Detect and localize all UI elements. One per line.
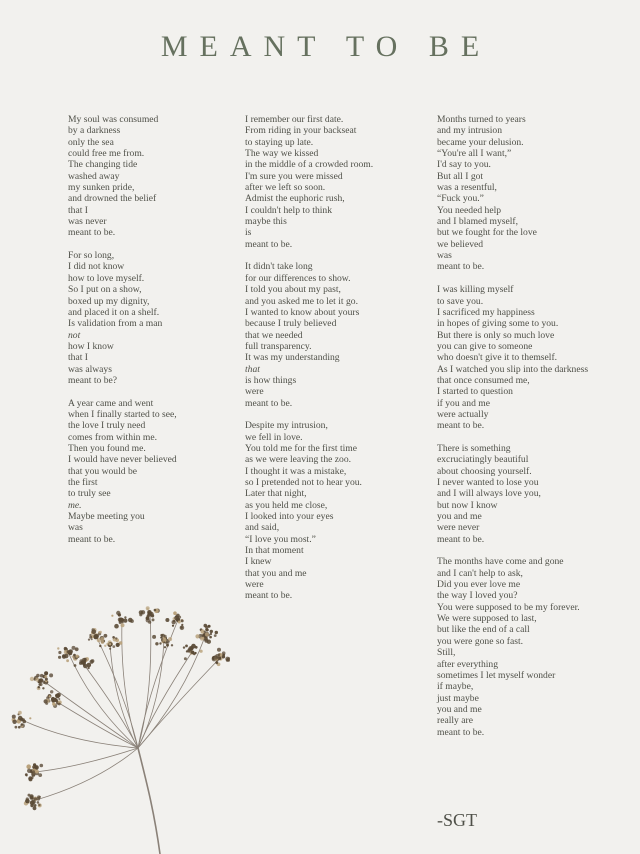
poem-line: that you and me bbox=[245, 567, 307, 579]
poem-line: meant to be. bbox=[437, 261, 485, 273]
poem-line: and I will always love you, bbox=[437, 488, 541, 500]
poem-line: It was my understanding bbox=[245, 352, 340, 364]
poem-line: so I pretended not to hear you. bbox=[245, 477, 362, 488]
poem-line: but like the end of a call bbox=[437, 624, 530, 636]
poem-line: really are bbox=[437, 715, 473, 727]
poem-line: after everything bbox=[437, 658, 498, 670]
poem-line: in the middle of a crowded room. bbox=[245, 159, 374, 171]
poem-line: I'm sure you were missed bbox=[245, 170, 343, 182]
poem-column-1 bbox=[68, 114, 228, 556]
poem-line: only the sea bbox=[68, 136, 114, 148]
poem-line: From riding in your backseat bbox=[245, 125, 357, 137]
poem-line: meant to be. bbox=[437, 420, 485, 432]
poem-line: that once consumed me, bbox=[437, 374, 530, 386]
poem-line: I told you about my past, bbox=[245, 284, 341, 296]
poem-line: and I blamed myself, bbox=[437, 216, 518, 228]
poem-line: were bbox=[245, 579, 264, 591]
poem-line: full transparency. bbox=[245, 340, 312, 352]
stanza bbox=[437, 443, 627, 545]
poem-line: The changing tide bbox=[68, 159, 138, 171]
poem-line: I would have never believed bbox=[68, 454, 177, 466]
stanza bbox=[245, 114, 425, 250]
poem-line: but we fought for the love bbox=[437, 227, 537, 239]
poem-line: how to love myself. bbox=[68, 272, 145, 284]
poem-line: As I watched you slip into the darkness bbox=[437, 363, 589, 375]
poem-line: maybe this bbox=[245, 216, 287, 228]
poem-line: Maybe meeting you bbox=[68, 511, 145, 523]
poem-line: You told me for the first time bbox=[245, 442, 358, 454]
poem-line: but now I know bbox=[437, 499, 498, 511]
poem-line: I wanted to know about yours bbox=[245, 306, 360, 318]
poem-line: that you would be bbox=[68, 465, 138, 477]
poem-line: my sunken pride, bbox=[68, 182, 135, 194]
stanza bbox=[68, 250, 228, 386]
poem-line: to save you. bbox=[437, 295, 484, 307]
poem-line: and you asked me to let it go. bbox=[245, 295, 358, 307]
poem-line: meant to be. bbox=[245, 397, 293, 409]
poem-line: that we needed bbox=[245, 329, 303, 341]
poem-line: Despite my intrusion, bbox=[245, 420, 328, 432]
poem-line: could free me from. bbox=[68, 148, 145, 160]
poem-line: In that moment bbox=[245, 545, 304, 557]
poem-line: and said, bbox=[245, 522, 280, 534]
stanza bbox=[68, 114, 228, 239]
poem-line: But there is only so much love bbox=[437, 329, 555, 341]
poem-line: meant to be. bbox=[68, 533, 116, 545]
poem-line: to staying up late. bbox=[245, 136, 314, 148]
poem-line: I was killing myself bbox=[437, 284, 514, 296]
poem-line: for our differences to show. bbox=[245, 272, 351, 284]
poem-line: you and me bbox=[437, 511, 482, 523]
poem-line: after we left so soon. bbox=[245, 182, 326, 194]
poem-line: comes from within me. bbox=[68, 431, 157, 443]
poem-line: was bbox=[68, 522, 83, 534]
poem-line: were actually bbox=[437, 408, 489, 420]
poem-line: to truly see bbox=[68, 488, 111, 500]
signature: -SGT bbox=[437, 810, 477, 830]
poem-line: Did you ever love me bbox=[437, 579, 521, 591]
poem-line: meant to be. bbox=[245, 238, 293, 250]
poem-line: you can give to someone bbox=[437, 340, 533, 352]
poem-line: “Fuck you.” bbox=[437, 193, 484, 205]
dried-flower-sprig-icon bbox=[10, 600, 230, 854]
poem-line: and I can't help to ask, bbox=[437, 567, 523, 579]
poem-line: You needed help bbox=[437, 204, 502, 216]
poem-line: meant to be. bbox=[68, 227, 116, 239]
poem-line: Admist the euphoric rush, bbox=[245, 193, 345, 205]
stanza bbox=[245, 420, 425, 602]
poem-line: as we were leaving the zoo. bbox=[245, 454, 352, 466]
stanza bbox=[437, 284, 627, 431]
poem-line: that I bbox=[68, 204, 88, 216]
poem-column-3 bbox=[437, 114, 627, 749]
poem-line: There is something bbox=[437, 442, 511, 454]
poem-line: I did not know bbox=[68, 261, 125, 273]
poem-line: not bbox=[68, 329, 81, 341]
poem-line: if maybe, bbox=[437, 681, 474, 693]
poem-line: was bbox=[437, 250, 452, 262]
poem-line: became your delusion. bbox=[437, 136, 524, 148]
stanza bbox=[437, 114, 627, 273]
poem-line: So I put on a show, bbox=[68, 284, 142, 296]
poem-line: how I know bbox=[68, 340, 114, 352]
poem-line: you were gone so fast. bbox=[437, 635, 524, 647]
poem-line: Is validation from a man bbox=[68, 318, 163, 330]
stanza bbox=[245, 261, 425, 408]
poem-line: the love I truly need bbox=[68, 420, 146, 432]
poem-line: Later that night, bbox=[245, 488, 307, 500]
poem-line: I never wanted to lose you bbox=[437, 477, 539, 488]
poem-line: I started to question bbox=[437, 386, 513, 398]
poem-line: I remember our first date. bbox=[245, 114, 344, 125]
poem-line: But all I got bbox=[437, 170, 484, 182]
poem-line: as you held me close, bbox=[245, 499, 328, 511]
poem-line: Then you found me. bbox=[68, 442, 146, 454]
poem-line: I sacrificed my happiness bbox=[437, 306, 535, 318]
poem-line: because I truly believed bbox=[245, 318, 337, 330]
poem-line: excruciatingly beautiful bbox=[437, 454, 529, 466]
stanza bbox=[437, 556, 627, 738]
poem-line: who doesn't give it to themself. bbox=[437, 352, 558, 364]
stanza bbox=[68, 398, 228, 545]
page-title: MEANT TO BE bbox=[160, 30, 492, 63]
poem-line: when I finally started to see, bbox=[68, 408, 177, 420]
poem-line: that bbox=[245, 363, 260, 375]
poem-column-2 bbox=[245, 114, 425, 613]
poem-line: I couldn't help to think bbox=[245, 204, 332, 216]
poem-line: and placed it on a shelf. bbox=[68, 306, 160, 318]
poem-line: the first bbox=[68, 477, 98, 488]
poem-line: about choosing yourself. bbox=[437, 465, 532, 477]
poem-line: the way I loved you? bbox=[437, 590, 518, 602]
poem-line: by a darkness bbox=[68, 125, 121, 137]
poem-line: meant to be. bbox=[437, 726, 485, 738]
poem-line: were bbox=[245, 386, 264, 398]
poem-line: were never bbox=[437, 522, 480, 534]
poem-line: You were supposed to be my forever. bbox=[437, 601, 580, 613]
poem-line: Months turned to years bbox=[437, 114, 526, 125]
poem-line: is bbox=[245, 227, 252, 239]
poem-line: For so long, bbox=[68, 250, 115, 262]
poem-line: “I love you most.” bbox=[245, 533, 316, 545]
poem-line: I knew bbox=[245, 556, 272, 568]
poem-line: in hopes of giving some to you. bbox=[437, 318, 559, 330]
poem-line: The months have come and gone bbox=[437, 556, 564, 568]
poem-line: The way we kissed bbox=[245, 148, 319, 160]
poem-line: that I bbox=[68, 352, 88, 364]
poem-line: we believed bbox=[437, 238, 484, 250]
poem-line: It didn't take long bbox=[245, 261, 313, 273]
poem-line: I looked into your eyes bbox=[245, 511, 334, 523]
poem-line: I thought it was a mistake, bbox=[245, 465, 347, 477]
poem-line: I'd say to you. bbox=[437, 159, 491, 171]
poem-line: A year came and went bbox=[68, 397, 154, 409]
poem-line: just maybe bbox=[437, 692, 479, 704]
poem-line: We were supposed to last, bbox=[437, 613, 537, 625]
poem-line: was always bbox=[68, 363, 112, 375]
poem-line: My soul was consumed bbox=[68, 114, 159, 125]
poem-line: is how things bbox=[245, 374, 297, 386]
poem-line: you and me bbox=[437, 703, 482, 715]
poem-line: and drowned the belief bbox=[68, 193, 157, 205]
poem-line: if you and me bbox=[437, 397, 491, 409]
poem-line: and my intrusion bbox=[437, 125, 503, 137]
poem-line: meant to be. bbox=[245, 590, 293, 602]
poem-line: boxed up my dignity, bbox=[68, 295, 150, 307]
poem-line: washed away bbox=[68, 170, 120, 182]
poem-line: Still, bbox=[437, 647, 456, 659]
poem-line: “You're all I want,” bbox=[437, 148, 512, 160]
poem-line: meant to be? bbox=[68, 374, 118, 386]
poem-line: me. bbox=[68, 499, 82, 511]
poem-line: was never bbox=[68, 216, 107, 228]
poem-line: sometimes I let myself wonder bbox=[437, 669, 556, 681]
poem-line: meant to be. bbox=[437, 533, 485, 545]
poem-line: was a resentful, bbox=[437, 182, 497, 194]
poem-line: we fell in love. bbox=[245, 431, 303, 443]
